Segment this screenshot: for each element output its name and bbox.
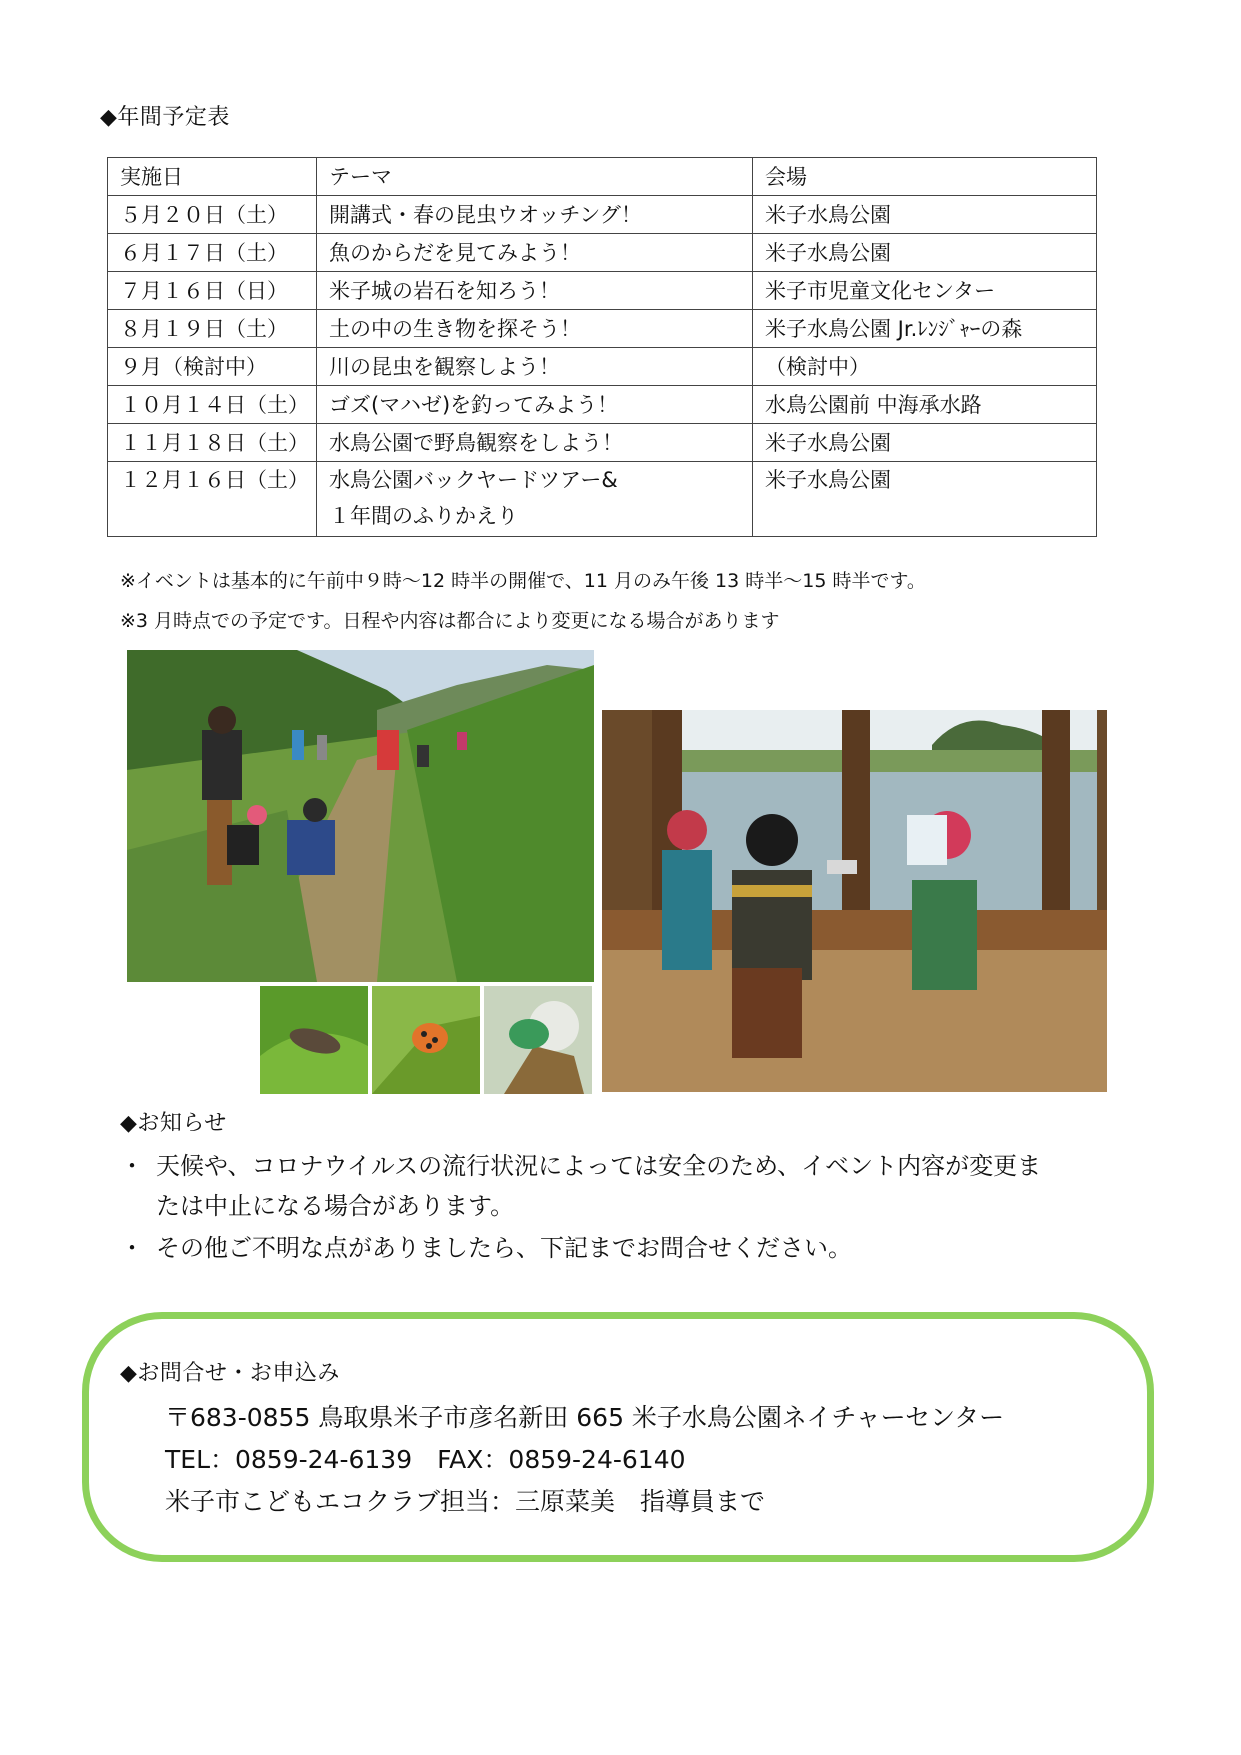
row-date: ８月１９日（土） <box>108 310 317 348</box>
schedule-table <box>107 157 1097 537</box>
contact-box <box>82 1312 1154 1562</box>
notice-item-line1: 天候や、コロナウイルスの流行状況によっては安全のため、イベント内容が変更ま <box>156 1152 1042 1180</box>
table-row <box>108 196 1097 234</box>
row-theme: 開講式・春の昆虫ウオッチング！ <box>317 196 753 234</box>
row-venue: 米子水鳥公園 Jr.ﾚﾝｼﾞｬｰの森 <box>753 310 1097 348</box>
row-theme: 土の中の生き物を探そう！ <box>317 310 753 348</box>
row-date: ５月２０日（土） <box>108 196 317 234</box>
row-theme: 米子城の岩石を知ろう！ <box>317 272 753 310</box>
table-row <box>108 234 1097 272</box>
row-theme-line2: １年間のふりかえり <box>329 504 518 528</box>
notice-item-line1: その他ご不明な点がありましたら、下記までお問合せください。 <box>156 1234 852 1262</box>
birdwatching-photo-drawing <box>602 710 1107 1092</box>
insect-photo-beetle-drawing <box>260 986 368 1094</box>
row-date: ７月１６日（日） <box>108 272 317 310</box>
contact-phone-fax: TEL：0859-24-6139 FAX：0859-24-6140 <box>165 1445 686 1474</box>
row-venue: 米子水鳥公園 <box>753 234 1097 272</box>
row-theme: 川の昆虫を観察しよう！ <box>317 348 753 386</box>
row-theme: 魚のからだを見てみよう！ <box>317 234 753 272</box>
field-trip-photo <box>127 650 594 982</box>
notice-item-line2: たは中止になる場合があります。 <box>156 1192 515 1220</box>
row-date: １２月１６日（土） <box>108 462 317 537</box>
column-header-theme: テーマ <box>317 158 753 196</box>
row-venue: 米子水鳥公園 <box>753 424 1097 462</box>
contact-person: 米子市こどもエコクラブ担当：三原菜美 指導員まで <box>165 1487 766 1516</box>
row-date: ９月（検討中） <box>108 348 317 386</box>
row-date: ６月１７日（土） <box>108 234 317 272</box>
table-row <box>108 272 1097 310</box>
bullet-symbol: ・ <box>120 1234 144 1262</box>
schedule-note-2: ※3 月時点での予定です。日程や内容は都合により変更になる場合があります <box>120 610 780 632</box>
birdwatching-photo <box>602 710 1107 1092</box>
row-date: １１月１８日（土） <box>108 424 317 462</box>
schedule-heading: ◆年間予定表 <box>100 105 230 130</box>
row-theme: 水鳥公園で野鳥観察をしよう！ <box>317 424 753 462</box>
table-row <box>108 310 1097 348</box>
row-theme: ゴズ(マハゼ)を釣ってみよう！ <box>317 386 753 424</box>
row-venue: 米子市児童文化センター <box>753 272 1097 310</box>
insect-photo-green-beetle-drawing <box>484 986 592 1094</box>
notice-heading: ◆お知らせ <box>120 1111 227 1136</box>
insect-photo-green-beetle <box>484 986 592 1094</box>
table-row <box>108 424 1097 462</box>
row-venue: 水鳥公園前 中海承水路 <box>753 386 1097 424</box>
row-venue: （検討中） <box>753 348 1097 386</box>
field-trip-photo-drawing <box>127 650 594 982</box>
row-theme-line1: 水鳥公園バックヤードツアー& <box>329 468 618 492</box>
table-row <box>108 386 1097 424</box>
row-venue: 米子水鳥公園 <box>753 196 1097 234</box>
row-theme <box>317 462 753 537</box>
notice-item <box>120 1228 1100 1268</box>
row-date: １０月１４日（土） <box>108 386 317 424</box>
table-row <box>108 462 1097 537</box>
contact-address: 〒683-0855 鳥取県米子市彦名新田 665 米子水鳥公園ネイチャーセンター <box>165 1403 1005 1432</box>
notice-item <box>120 1146 1100 1226</box>
table-header-row <box>108 158 1097 196</box>
insect-photo-ladybug-drawing <box>372 986 480 1094</box>
insect-photo-beetle <box>260 986 368 1094</box>
row-venue: 米子水鳥公園 <box>753 462 1097 537</box>
column-header-date: 実施日 <box>108 158 317 196</box>
schedule-note-1: ※イベントは基本的に午前中９時～12 時半の開催で、11 月のみ午後 13 時半～15 時半です。 <box>120 570 926 592</box>
contact-heading: ◆お問合せ・お申込み <box>120 1361 340 1386</box>
insect-photo-ladybug <box>372 986 480 1094</box>
bullet-symbol: ・ <box>120 1152 144 1180</box>
column-header-venue: 会場 <box>753 158 1097 196</box>
table-row <box>108 348 1097 386</box>
